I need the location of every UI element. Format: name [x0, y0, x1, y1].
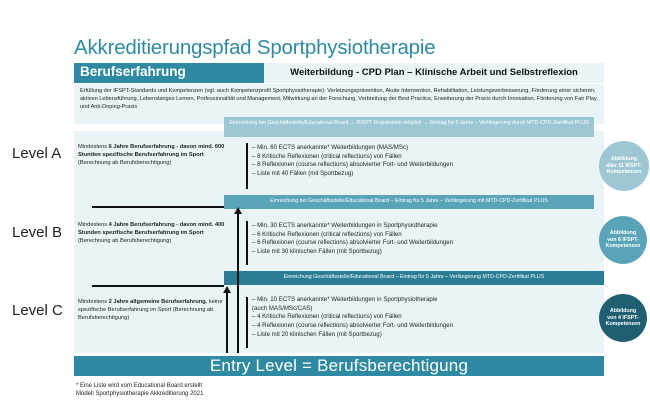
list-item: – Min. 10 ECTS anerkannte* Weiterbildungen in Sportphysiotherapie: [252, 296, 438, 303]
level-c-experience: [78, 298, 228, 322]
list-item: – 8 Reflexionen (course reflections) absolvierter Fort- und Weiterbildungen: [252, 161, 454, 169]
level-b-competency-badge: Abbildung von 6 IFSPT-Kompetenzen: [599, 216, 647, 264]
level-c-requirements: [252, 296, 522, 339]
level-a-exp-bold: 6 Jahre Berufserfahrung - davon mind. 600 Stunden spezifische Berufserfahrung im Sport: [78, 144, 225, 159]
list-item: – Liste mit 40 Fällen (mit Sportbezug): [252, 169, 354, 177]
level-c-band: Einreichung Geschäftsstelle/Educational Board – Eintrag für 5 Jahre – Verlängerung MTD-CPD-Zertifikat PLUS: [224, 271, 604, 285]
arrow-up-icon: [226, 292, 228, 353]
level-a-experience: [78, 143, 228, 167]
level-b-exp-post: (Berechnung ab Berufsberechtigung): [78, 238, 172, 245]
level-a-band: Einreichung bei Geschäftsstelle/Educational Board → RISPT Registration möglich → Eintrag für 5 Jahre – Verlängerung durch MTD-CPD-Zertifikat PLUS: [224, 117, 594, 137]
level-a-exp-post: (Berechnung ab Berufsberechtigung): [78, 160, 172, 167]
level-b-experience: [78, 221, 228, 245]
level-c-exp-post: , keine spezifische Berufserfahrung im Sport (Berechnung ab Berufsberechtigung): [78, 299, 223, 322]
footnote-line: Modell Sportphysiotherapie Akkreditierung 2021: [76, 391, 204, 398]
list-item: – 6 Reflexionen (course reflections) absolvierter Fort- und Weiterbildungen: [252, 239, 454, 247]
level-b-exp-bold: 4 Jahre Berufserfahrung - davon mind. 400 Stunden spezifische Berufserfahrung im Sport: [78, 222, 225, 237]
level-c-label: Level C: [12, 302, 63, 319]
level-b-exp-pre: Mindestens: [78, 222, 109, 228]
level-a-requirements: [252, 144, 522, 179]
level-b-requirements: [252, 222, 522, 257]
header-bar: [74, 63, 604, 83]
list-item: (auch MAS/MSc/CAS): [252, 304, 313, 312]
list-item: – Liste mit 30 klinischen Fällen (mit Sportbezug): [252, 247, 382, 255]
list-item: – Min. 30 ECTS anerkannte* Weiterbildungen in Sportphysiotherapie: [252, 222, 438, 229]
level-c-bracket: [246, 297, 248, 348]
intro-text: Erfüllung der IFSPT-Standards und Kompetenzen (vgl. auch Kompetenzprofil Sportphysiotherapie): Verletzungsprävention, Akute Intervention, Rehabilitation, Leistungsverbesserung, Förderung einer sicheren, aktiven Lebensführung, Lebenslanges Lernen, Professionalität und Management, Mitwirkung an der Forschung, Verbreitung der Best Practice, Erweiterung der Praxis durch Innovation, Förderung von Fair Play und Anti-Doping-Praxis: [74, 84, 604, 124]
level-b-divider: [92, 206, 224, 208]
arrow-head-icon: [223, 286, 231, 293]
level-a-bracket: [246, 143, 248, 189]
level-c-exp-pre: Mindestens: [78, 299, 109, 305]
header-berufserfahrung: Berufserfahrung: [74, 63, 264, 83]
footnote: [76, 382, 203, 399]
level-a-label: Level A: [12, 145, 62, 162]
level-b-band: Einreichung bei Geschäftsstelle/Educational Board – Eintrag für 5 Jahre – Verlängerung mit MTD-CPD-Zertifikat PLUS: [224, 195, 594, 209]
level-c-competency-badge: Abbildung von 4 IFSPT-Kompetenzen: [599, 294, 647, 342]
arrow-head-icon: [234, 207, 242, 214]
level-c-divider: [92, 285, 224, 287]
entry-level-bar: Entry Level = Berufsberechtigung: [74, 356, 604, 376]
level-a-exp-pre: Mindestens: [78, 144, 109, 150]
list-item: – 8 Kritische Reflexionen (critical reflections) von Fällen: [252, 152, 402, 160]
header-weiterbildung: Weiterbildung - CPD Plan – Klinische Arbeit und Selbstreflexion: [290, 67, 578, 78]
level-b-label: Level B: [12, 224, 63, 241]
level-b-bracket: [246, 221, 248, 265]
footnote-line: * Eine Liste wird vom Educational Board erstellt: [76, 383, 203, 389]
list-item: – 4 Reflexionen (course reflections) absolvierter Fort- und Weiterbildungen: [252, 321, 454, 329]
list-item: – 6 Kritische Reflexionen (critical reflections) von Fällen: [252, 230, 402, 238]
page-title: Akkreditierungspfad Sportphysiotherapie: [74, 36, 436, 59]
level-c-exp-bold: 2 Jahre allgemeine Berufserfahrung: [108, 299, 206, 305]
list-item: – Min. 60 ECTS anerkannte* Weiterbildungen (MAS/MSc): [252, 144, 409, 151]
level-a-competency-badge: Abbildung aller 11 IFSPT-Kompetenzen: [599, 141, 649, 191]
arrow-up-icon: [237, 213, 239, 353]
list-item: – Liste mit 20 klinischen Fällen (mit Sportbezug): [252, 330, 382, 338]
list-item: – 4 Kritische Reflexionen (critical reflections) von Fällen: [252, 313, 402, 321]
